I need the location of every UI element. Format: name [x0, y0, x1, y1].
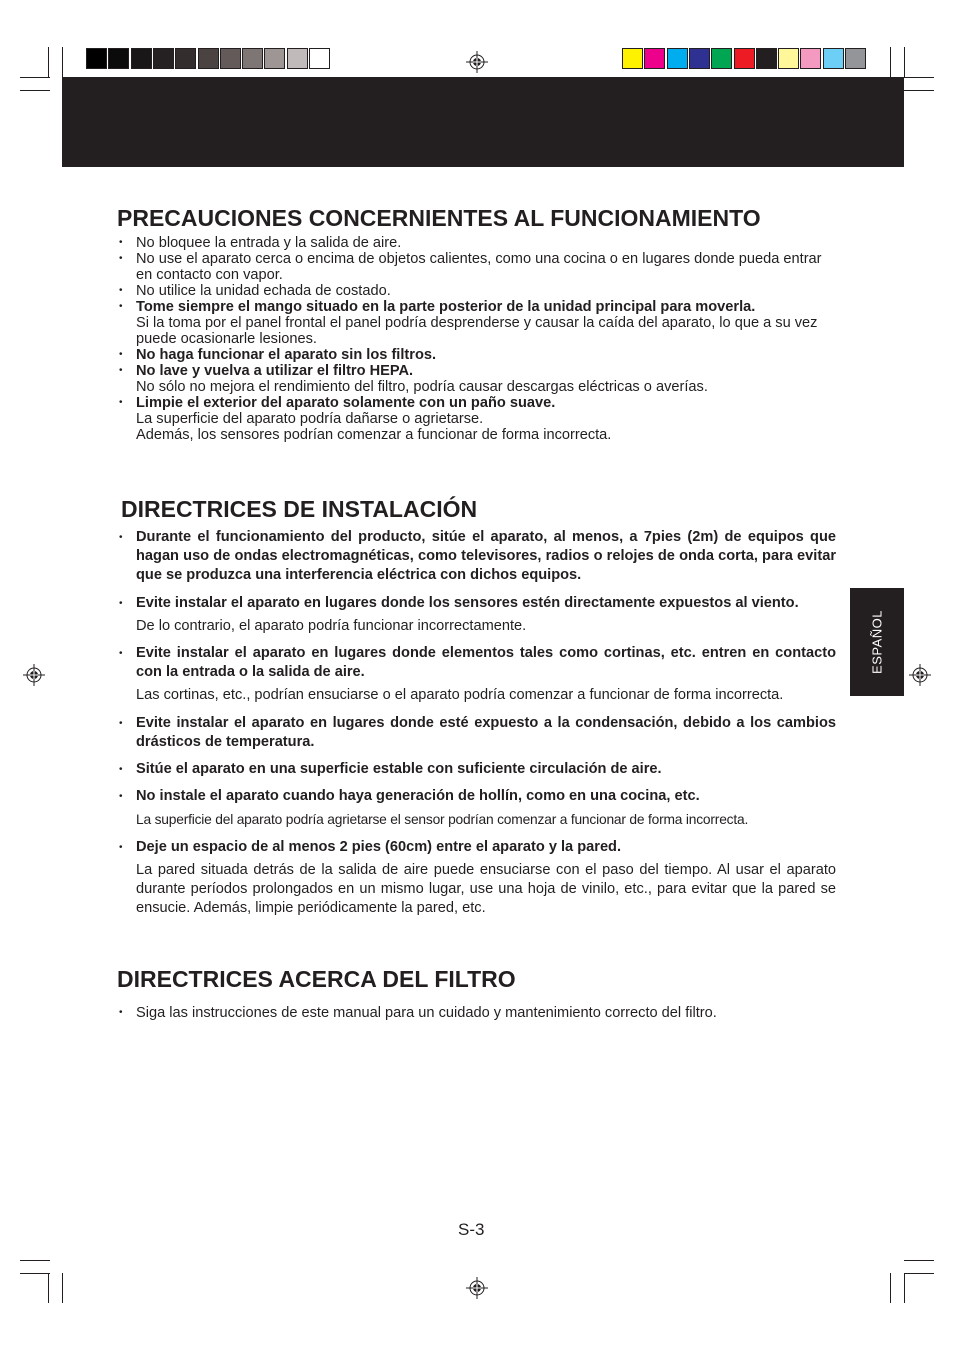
registration-mark-icon — [466, 1277, 488, 1299]
instalacion-list — [118, 528, 836, 926]
crop-mark — [890, 1273, 891, 1303]
crop-mark — [904, 90, 934, 91]
list-item: • Evite instalar el aparato en lugares donde los sensores estén directamente expuestos al viento. De lo contrario, el aparato podría funcionar incorrectamente. — [118, 594, 836, 636]
list-item: • No haga funcionar el aparato sin los filtros. — [118, 347, 838, 363]
crop-mark — [20, 90, 50, 91]
color-swatch — [711, 48, 732, 69]
list-item: • No lave y vuelva a utilizar el filtro HEPA. No sólo no mejora el rendimiento del filtro, podría causar descargas eléctricas o averías. — [118, 363, 838, 395]
header-band — [62, 77, 904, 167]
crop-mark — [62, 47, 63, 77]
crop-mark — [890, 47, 891, 77]
crop-mark — [48, 47, 49, 77]
crop-mark — [20, 77, 50, 78]
color-swatch — [175, 48, 196, 69]
registration-mark-icon — [909, 664, 931, 686]
crop-mark — [904, 1273, 905, 1303]
list-item: • No utilice la unidad echada de costado. — [118, 283, 838, 299]
list-item: • Evite instalar el aparato en lugares donde esté expuesto a la condensación, debido a los cambios drásticos de temperatura. — [118, 714, 836, 752]
section-title-precauciones: PRECAUCIONES CONCERNIENTES AL FUNCIONAMIENTO — [117, 205, 761, 231]
list-item: • No instale el aparato cuando haya generación de hollín, como en una cocina, etc. La superficie del aparato podría agrietarse el sensor podrían comenzar a funcionar de forma incorrecta. — [118, 787, 836, 829]
color-swatch — [800, 48, 821, 69]
list-item: • Sitúe el aparato en una superficie estable con suficiente circulación de aire. — [118, 760, 836, 779]
section-title-filtro: DIRECTRICES ACERCA DEL FILTRO — [117, 966, 516, 992]
color-swatch — [845, 48, 866, 69]
list-item: • Durante el funcionamiento del producto, sitúe el aparato, al menos, a 7pies (2m) de equipos que hagan uso de ondas electromagnéticas, como televisores, radios o relojes de onda corta, para evitar que se produzca una interferencia eléctrica con dichos equipos. — [118, 528, 836, 586]
list-item: • Deje un espacio de al menos 2 pies (60cm) entre el aparato y la pared. La pared situada detrás de la salida de aire puede ensuciarse con el paso del tiempo. Al usar el aparato durante períodos prolongados en un mismo lugar, use una hoja de vinilo, etc., para evitar que la pared se ensucie. Además, limpie periódicamente la pared, etc. — [118, 838, 836, 919]
list-item: • Tome siempre el mango situado en la parte posterior de la unidad principal para moverla. Si la toma por el panel frontal el panel podría desprenderse y causar la caída del aparato, lo que a su vez puede ocasionarle lesiones. — [118, 299, 838, 347]
color-swatch — [242, 48, 263, 69]
color-swatch — [644, 48, 665, 69]
list-item: • Limpie el exterior del aparato solamente con un paño suave. La superficie del aparato podría dañarse o agrietarse. Además, los sensores podrían comenzar a funcionar de forma incorrecta. — [118, 395, 838, 443]
list-item: • No bloquee la entrada y la salida de aire. — [118, 235, 838, 251]
color-swatch — [131, 48, 152, 69]
registration-mark-icon — [466, 51, 488, 73]
crop-mark — [62, 1273, 63, 1303]
color-swatch — [264, 48, 285, 69]
crop-mark — [20, 1260, 50, 1261]
section-title-instalacion: DIRECTRICES DE INSTALACIÓN — [121, 496, 478, 522]
crop-mark — [48, 1273, 49, 1303]
color-swatch — [756, 48, 777, 69]
color-swatch — [667, 48, 688, 69]
precauciones-list — [118, 235, 838, 443]
color-swatch — [823, 48, 844, 69]
crop-mark — [20, 1273, 50, 1274]
filtro-list — [118, 1005, 838, 1021]
color-swatch — [108, 48, 129, 69]
page-number: S-3 — [458, 1220, 485, 1239]
color-swatch — [622, 48, 643, 69]
crop-mark — [904, 47, 905, 77]
list-item: • Evite instalar el aparato en lugares donde elementos tales como cortinas, etc. entren en contacto con la entrada o la salida de aire. Las cortinas, etc., podrían ensuciarse o el aparato podría comenzar a funcionar de forma incorrecta. — [118, 644, 836, 706]
color-swatch — [86, 48, 107, 69]
list-item: • No use el aparato cerca o encima de objetos calientes, como una cocina o en lugares donde pueda entrar en contacto con vapor. — [118, 251, 838, 283]
crop-mark — [904, 77, 934, 78]
language-side-tab — [850, 588, 904, 696]
registration-mark-icon — [23, 664, 45, 686]
crop-mark — [904, 1273, 934, 1274]
language-tab-label: ESPAÑOL — [869, 610, 885, 674]
color-swatch — [778, 48, 799, 69]
color-swatch — [287, 48, 308, 69]
color-swatch — [309, 48, 330, 69]
crop-mark — [904, 1260, 934, 1261]
color-swatch — [689, 48, 710, 69]
list-item: • Siga las instrucciones de este manual para un cuidado y mantenimiento correcto del filtro. — [118, 1005, 838, 1021]
color-swatch — [153, 48, 174, 69]
color-swatch — [198, 48, 219, 69]
color-swatch — [734, 48, 755, 69]
color-swatch — [220, 48, 241, 69]
